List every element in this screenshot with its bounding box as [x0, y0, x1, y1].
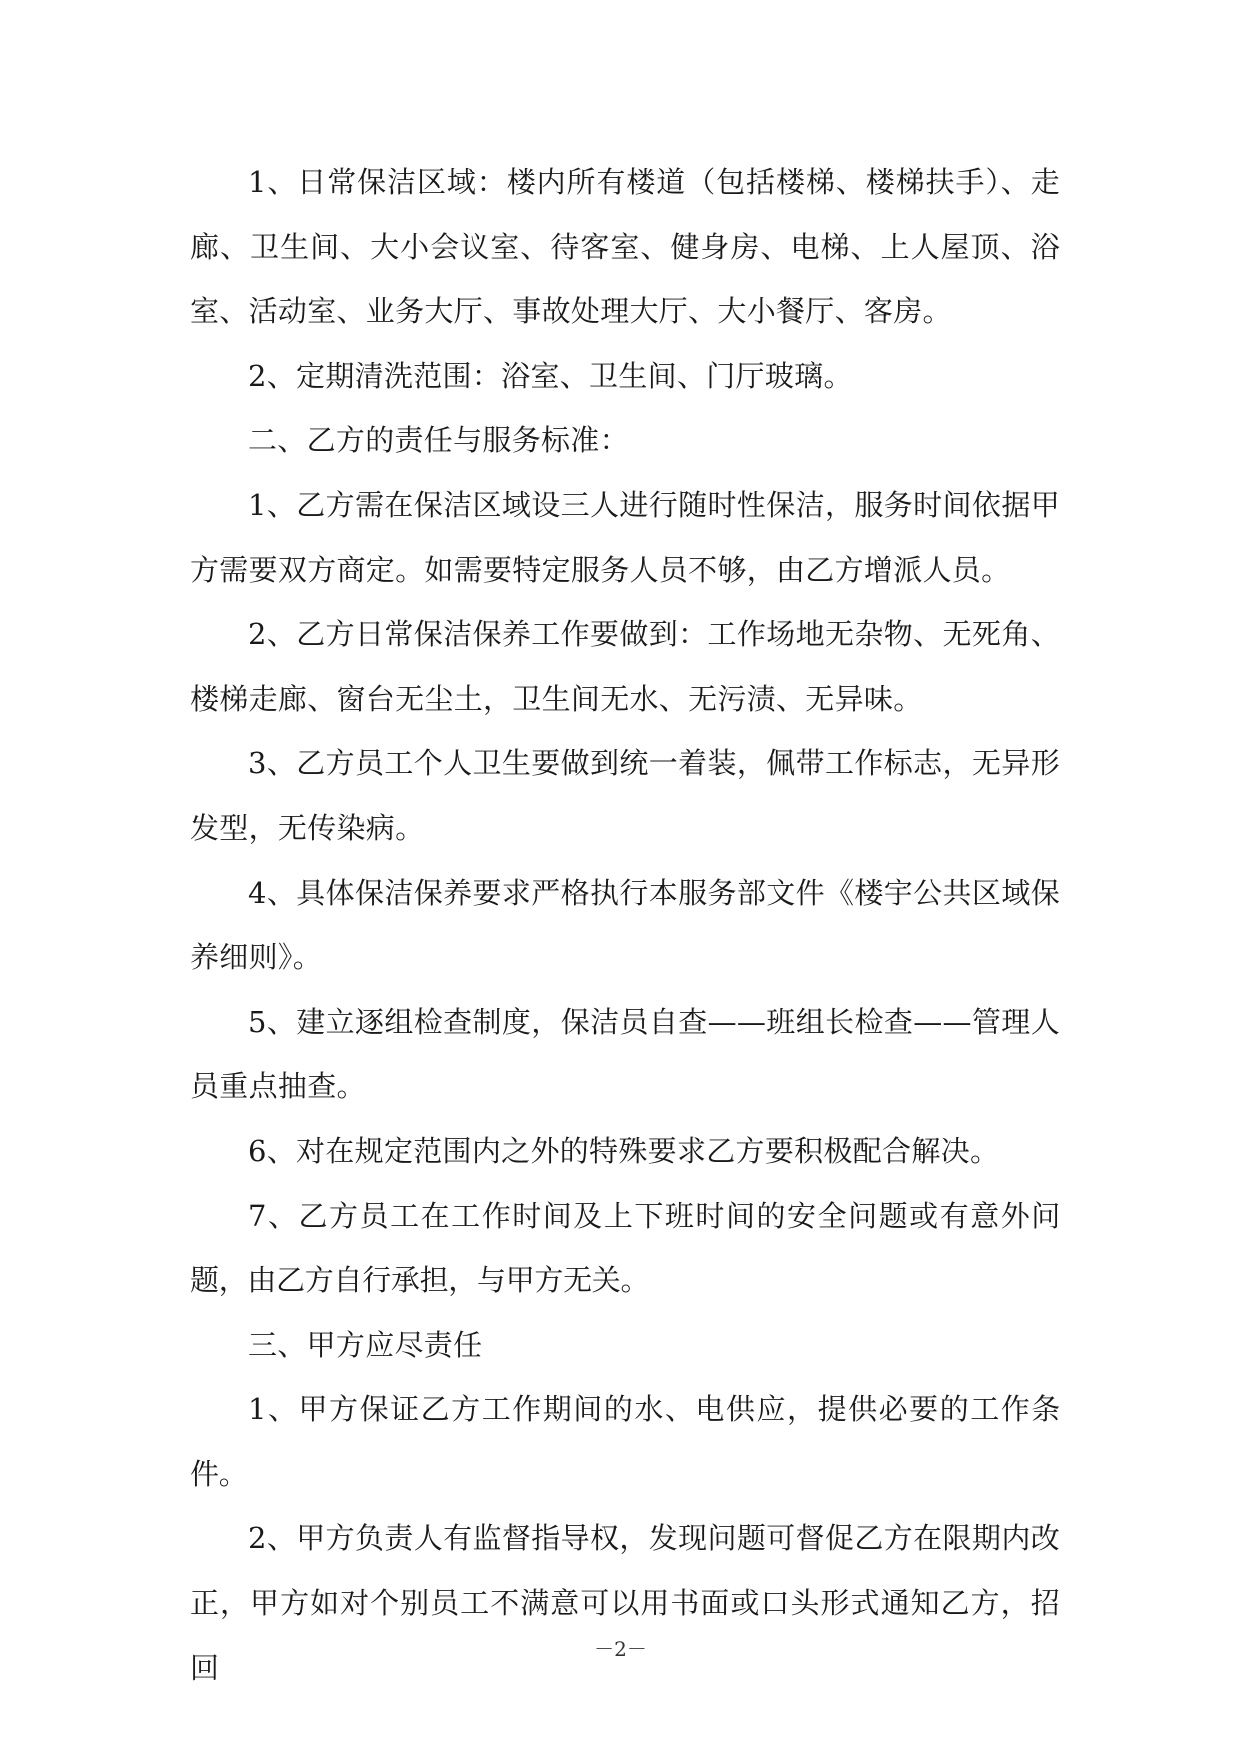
paragraph-party-b-item-1: 1、乙方需在保洁区域设三人进行随时性保洁，服务时间依据甲方需要双方商定。如需要特定服务人员不够，由乙方增派人员。 [190, 487, 1060, 587]
paragraph-party-b-item-2: 2、乙方日常保洁保养工作要做到：工作场地无杂物、无死角、楼梯走廊、窗台无尘土，卫生间无水、无污渍、无异味。 [190, 617, 1060, 716]
paragraph-party-b-item-3: 3、乙方员工个人卫生要做到统一着装，佩带工作标志，无异形发型，无传染病。 [190, 746, 1060, 845]
paragraph-party-b-item-6: 6、对在规定范围内之外的特殊要求乙方要积极配合解决。 [248, 1133, 1000, 1168]
page-number: －2－ [594, 1637, 647, 1661]
paragraph-daily-cleaning-area: 1、日常保洁区域：楼内所有楼道（包括楼梯、楼梯扶手）、走廊、卫生间、大小会议室、待客室、健身房、电梯、上人屋顶、浴室、活动室、业务大厅、事故处理大厅、大小餐厅、客房。 [190, 165, 1060, 329]
section-heading-party-a: 三、甲方应尽责任 [248, 1327, 483, 1362]
paragraph-party-b-item-7: 7、乙方员工在工作时间及上下班时间的安全问题或有意外问题，由乙方自行承担，与甲方无关。 [190, 1198, 1060, 1298]
section-heading-party-b: 二、乙方的责任与服务标准： [248, 423, 629, 458]
paragraph-party-b-item-5: 5、建立逐组检查制度，保洁员自查——班组长检查——管理人员重点抽查。 [190, 1004, 1060, 1104]
paragraph-party-a-item-2: 2、甲方负责人有监督指导权，发现问题可督促乙方在限期内改正，甲方如对个别员工不满意可以用书面或口头形式通知乙方，招回 [190, 1521, 1060, 1685]
paragraph-party-b-item-4: 4、具体保洁保养要求严格执行本服务部文件《楼宇公共区域保养细则》。 [190, 875, 1060, 975]
document-body [190, 150, 1060, 1700]
paragraph-periodic-cleaning-scope: 2、定期清洗范围：浴室、卫生间、门厅玻璃。 [248, 358, 853, 393]
paragraph-party-a-item-1: 1、甲方保证乙方工作期间的水、电供应，提供必要的工作条件。 [190, 1392, 1060, 1491]
